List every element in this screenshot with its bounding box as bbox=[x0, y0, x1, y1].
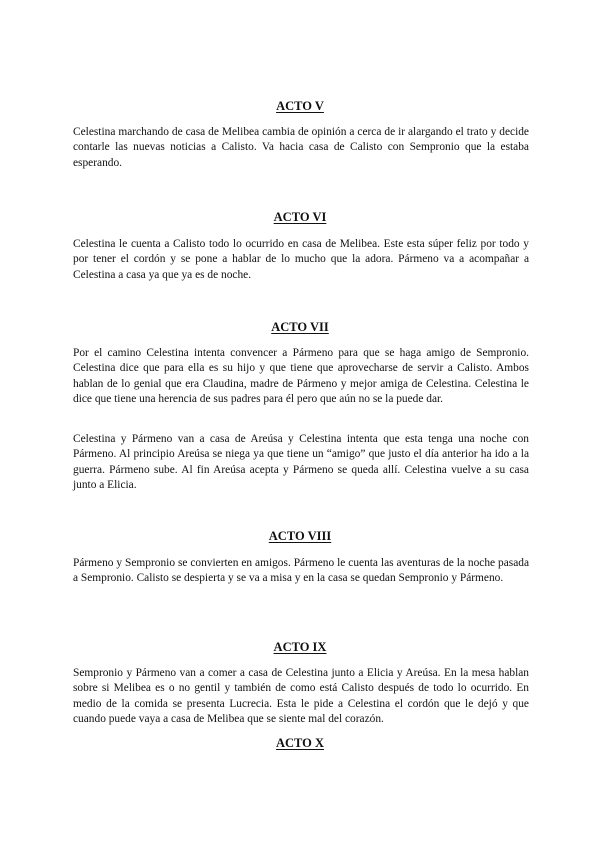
heading-acto-x: ACTO X bbox=[275, 736, 325, 750]
paragraph-acto-vi: Celestina le cuenta a Calisto todo lo ocurrido en casa de Melibea. Este esta súper feliz por todo y por tener el cordón y se pone a hablar de lo mucho que la adora. Pármeno va a acompañar a Celestina a casa ya que ya es de noche. bbox=[73, 238, 529, 281]
heading-acto-vi: ACTO VI bbox=[273, 210, 327, 224]
paragraph-acto-v: Celestina marchando de casa de Melibea cambia de opinión a cerca de ir alargando el trato y decide contarle las nuevas noticias a Calisto. Va hacia casa de Calisto con Sempronio que la estaba esperando. bbox=[73, 126, 529, 169]
paragraph-acto-viii: Pármeno y Sempronio se convierten en amigos. Pármeno le cuenta las aventuras de la noche pasada a Sempronio. Calisto se despierta y se va a misa y en la casa se quedan Sempronio y Pármeno. bbox=[73, 557, 529, 585]
heading-acto-ix: ACTO IX bbox=[273, 640, 327, 654]
heading-acto-vii: ACTO VII bbox=[271, 320, 329, 334]
heading-acto-viii: ACTO VIII bbox=[268, 529, 332, 543]
paragraph-acto-vii-2: Celestina y Pármeno van a casa de Areúsa y Celestina intenta que esta tenga una noche con Pármeno. Al principio Areúsa se niega ya que tiene un “amigo” que justo el día anterior ha ido a la guerra. Pármeno sube. Al fin Areúsa acepta y Pármeno se queda allí. Celestina vuelve a su casa junto a Elicia. bbox=[73, 433, 529, 492]
paragraph-acto-ix: Sempronio y Pármeno van a comer a casa de Celestina junto a Elicia y Areúsa. En la mesa hablan sobre si Melibea es o no gentil y también de como está Calisto después de todo lo ocurrido. En medio de la comida se presenta Lucrecia. Esta le pide a Celestina el cordón que le dejó y que cuando puede vaya a casa de Melibea que se siente mal del corazón. bbox=[73, 667, 529, 726]
paragraph-acto-vii-1: Por el camino Celestina intenta convencer a Pármeno para que se haga amigo de Sempronio. Celestina dice que para ella es su hijo y que tiene que aprovecharse de servir a Calisto. Ambos hablan de lo genial que era Claudina, madre de Pármeno y mejor amiga de Celestina. Celestina le dice que tiene una herencia de sus padres para él pero que aún no se la puede dar. bbox=[73, 347, 529, 406]
heading-acto-v: ACTO V bbox=[276, 99, 324, 113]
